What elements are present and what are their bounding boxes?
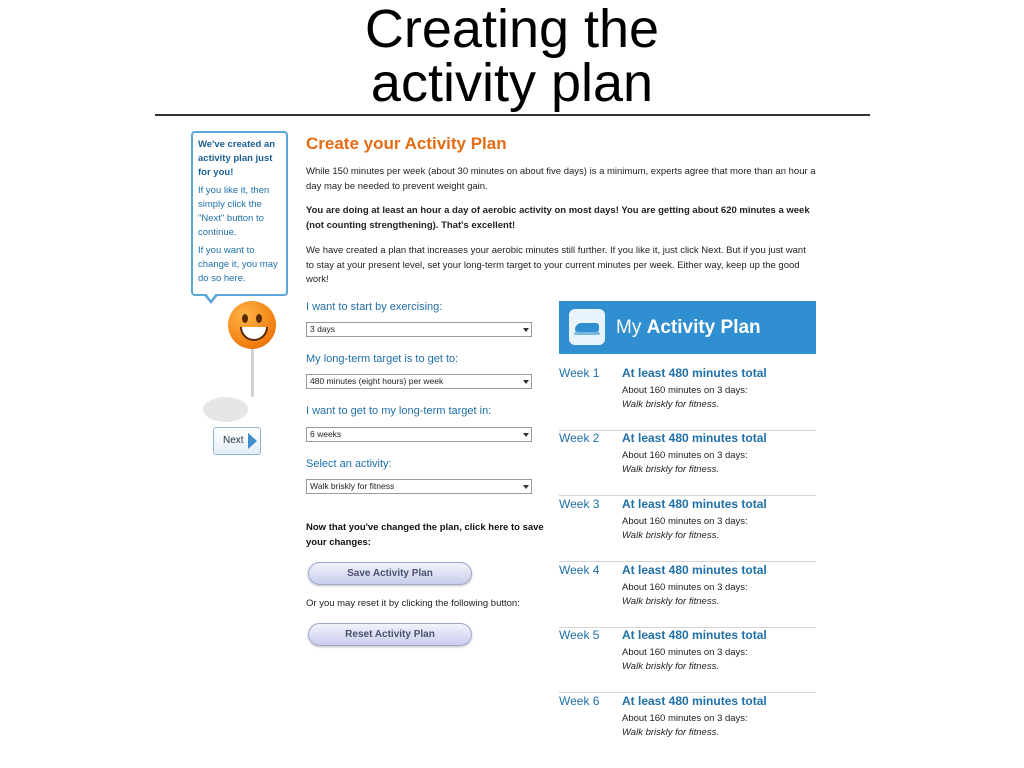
title-divider [155, 114, 870, 116]
chevron-down-icon [523, 328, 529, 332]
week-detail: About 160 minutes on 3 days: [622, 713, 748, 724]
shoe-icon [569, 309, 605, 345]
plan-header-bold: Activity Plan [646, 317, 761, 338]
week-label: Week 5 [559, 628, 600, 642]
start-days-select[interactable] [306, 322, 532, 337]
reset-activity-plan-button[interactable]: Reset Activity Plan [308, 623, 472, 646]
shoe-upper [575, 323, 599, 332]
status-paragraph: You are doing at least an hour a day of aerobic activity on most days! You are getting about 620 minutes a week (not counting strengthening). That's excellent! [306, 205, 810, 231]
next-button[interactable] [213, 427, 261, 455]
timeframe-value: 6 weeks [310, 429, 342, 439]
smiley-mascot-icon [228, 301, 276, 349]
reset-note: Or you may reset it by clicking the following button: [306, 598, 520, 609]
week-total: At least 480 minutes total [622, 563, 767, 577]
helper-bubble [191, 131, 288, 296]
plan-paragraph: We have created a plan that increases your aerobic minutes still further. If you like it, just click Next. But if you just want to stay at your present level, set your long-term target to your current minutes per week. Either way, keep up the good work! [306, 245, 806, 285]
week-total: At least 480 minutes total [622, 628, 767, 642]
week-row [559, 431, 816, 496]
target-minutes-select[interactable] [306, 374, 532, 389]
timeframe-select[interactable] [306, 427, 532, 442]
helper-heading: We've created an activity plan just for you! [198, 139, 276, 178]
week-detail: About 160 minutes on 3 days: [622, 385, 748, 396]
helper-text-next: If you like it, then simply click the "Next" button to continue. [198, 185, 270, 238]
start-label: I want to start by exercising: [306, 301, 443, 313]
week-row [559, 563, 816, 628]
week-row [559, 497, 816, 562]
week-label: Week 3 [559, 497, 600, 511]
week-activity: Walk briskly for fitness. [622, 661, 719, 672]
week-row [559, 628, 816, 693]
week-total: At least 480 minutes total [622, 497, 767, 511]
slide-title-line2: activity plan [370, 53, 654, 113]
week-row [559, 694, 816, 759]
plan-header-prefix: My [616, 317, 647, 338]
plan-header [559, 301, 816, 354]
chevron-down-icon [523, 380, 529, 384]
slide-title-line1: Creating the [364, 0, 660, 59]
week-total: At least 480 minutes total [622, 431, 767, 445]
week-label: Week 6 [559, 694, 600, 708]
mascot-right-eye [256, 314, 262, 323]
activity-label: Select an activity: [306, 458, 392, 470]
save-note: Now that you've changed the plan, click here to save your changes: [306, 522, 544, 548]
chevron-down-icon [523, 433, 529, 437]
target-minutes-value: 480 minutes (eight hours) per week [310, 376, 444, 386]
plan-header-title [616, 317, 761, 339]
week-total: At least 480 minutes total [622, 366, 767, 380]
next-button-label: Next [223, 435, 244, 446]
save-activity-plan-button[interactable]: Save Activity Plan [308, 562, 472, 585]
week-detail: About 160 minutes on 3 days: [622, 582, 748, 593]
week-activity: Walk briskly for fitness. [622, 464, 719, 475]
start-days-value: 3 days [310, 324, 336, 334]
week-label: Week 4 [559, 563, 600, 577]
helper-text-change: If you want to change it, you may do so here. [198, 245, 278, 284]
week-detail: About 160 minutes on 3 days: [622, 450, 748, 461]
bubble-tail-inner [205, 292, 217, 300]
timeframe-label: I want to get to my long-term target in: [306, 405, 492, 417]
page-title: Create your Activity Plan [306, 134, 507, 153]
slide-title [262, 0, 762, 113]
activity-value: Walk briskly for fitness [310, 481, 395, 491]
week-activity: Walk briskly for fitness. [622, 530, 719, 541]
mascot-left-eye [242, 314, 248, 323]
week-detail: About 160 minutes on 3 days: [622, 516, 748, 527]
week-activity: Walk briskly for fitness. [622, 727, 719, 738]
week-label: Week 1 [559, 366, 600, 380]
week-activity: Walk briskly for fitness. [622, 399, 719, 410]
intro-paragraph: While 150 minutes per week (about 30 minutes on about five days) is a minimum, experts agree that more than an hour a day may be needed to prevent weight gain. [306, 166, 816, 192]
target-label: My long-term target is to get to: [306, 353, 459, 365]
week-total: At least 480 minutes total [622, 694, 767, 708]
week-row [559, 366, 816, 431]
shoe-sole [574, 332, 600, 335]
activity-select[interactable] [306, 479, 532, 494]
week-activity: Walk briskly for fitness. [622, 596, 719, 607]
mascot-stick [251, 349, 254, 397]
week-detail: About 160 minutes on 3 days: [622, 647, 748, 658]
week-label: Week 2 [559, 431, 600, 445]
next-arrow-icon [248, 433, 257, 449]
chevron-down-icon [523, 485, 529, 489]
mascot-shadow [203, 397, 248, 422]
mascot-mouth [240, 327, 268, 341]
